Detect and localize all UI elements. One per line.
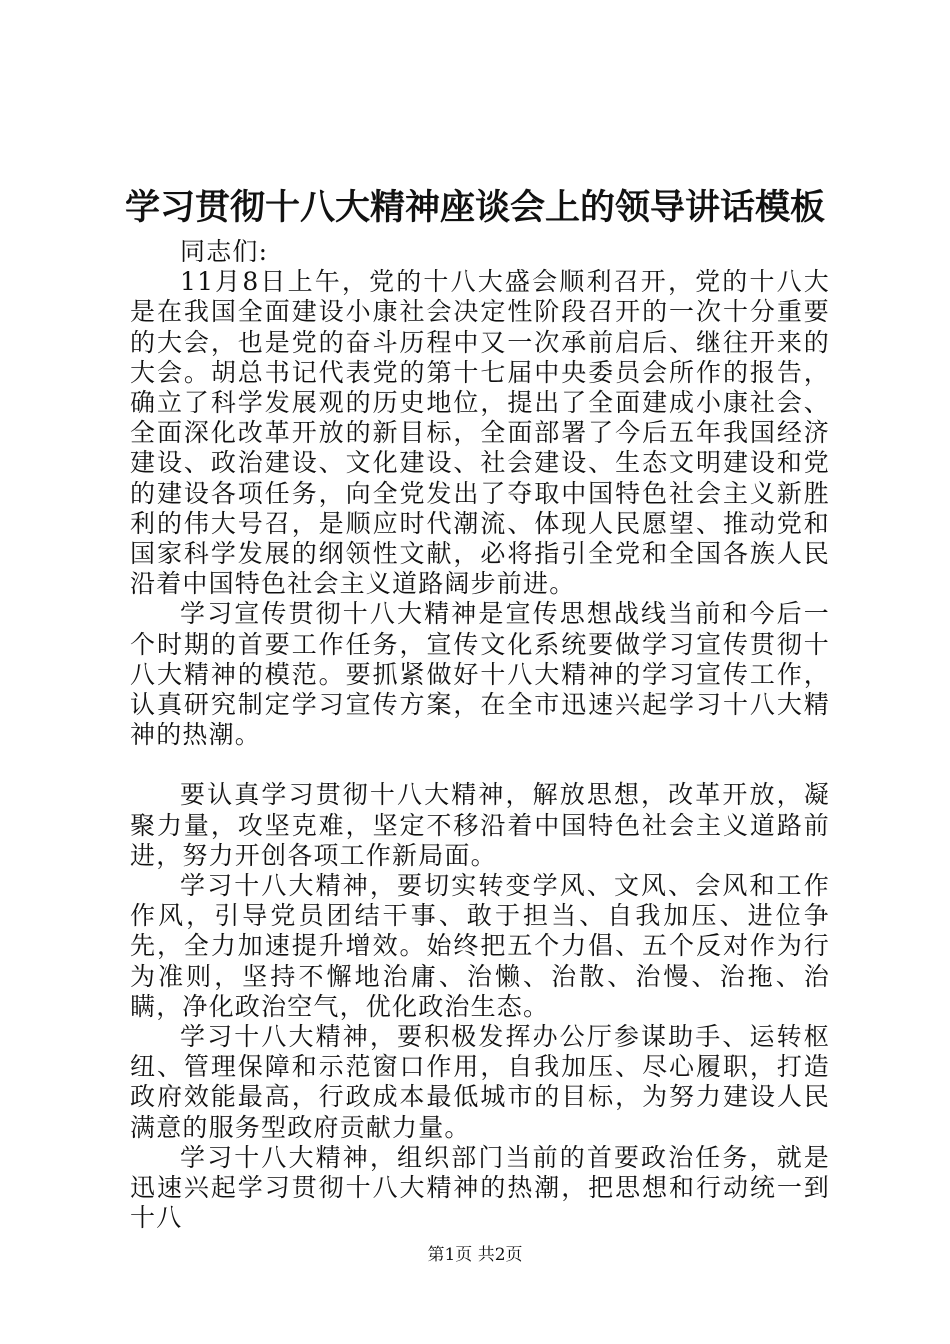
- paragraph-4: 学习十八大精神，要切实转变学风、文风、会风和工作作风，引导党员团结干事、敢于担当、自我加压、进位争先，全力加速提升增效。始终把五个力倡、五个反对作为行为准则，坚持不懈地治庸、治懒、治散、治慢、治拖、治瞒，净化政治空气，优化政治生态。: [130, 871, 830, 1021]
- paragraph-5: 学习十八大精神，要积极发挥办公厅参谋助手、运转枢纽、管理保障和示范窗口作用，自我加压、尽心履职，打造政府效能最高，行政成本最低城市的目标，为努力建设人民满意的服务型政府贡献力量。: [130, 1022, 830, 1142]
- paragraph-3: 要认真学习贯彻十八大精神，解放思想，改革开放，凝聚力量，攻坚克难，坚定不移沿着中国特色社会主义道路前进，努力开创各项工作新局面。: [130, 780, 830, 870]
- paragraph-1: 11月8日上午，党的十八大盛会顺利召开，党的十八大是在我国全面建设小康社会决定性阶段召开的一次十分重要的大会，也是党的奋斗历程中又一次承前启后、继往开来的大会。胡总书记代表党的第十七届中央委员会所作的报告，确立了科学发展观的历史地位，提出了全面建成小康社会、全面深化改革开放的新目标，全面部署了今后五年我国经济建设、政治建设、文化建设、社会建设、生态文明建设和党的建设各项任务，向全党发出了夺取中国特色社会主义新胜利的伟大号召，是顺应时代潮流、体现人民愿望、推动党和国家科学发展的纲领性文献，必将指引全党和全国各族人民沿着中国特色社会主义道路阔步前进。: [130, 267, 830, 599]
- salutation: 同志们:: [180, 237, 269, 266]
- document-title: 学习贯彻十八大精神座谈会上的领导讲话模板: [124, 187, 825, 228]
- document-body: [130, 237, 830, 1234]
- page-number-footer: 第1页 共2页: [427, 1245, 523, 1265]
- paragraph-2: 学习宣传贯彻十八大精神是宣传思想战线当前和今后一个时期的首要工作任务，宣传文化系统要做学习宣传贯彻十八大精神的模范。要抓紧做好十八大精神的学习宣传工作，认真研究制定学习宣传方案，在全市迅速兴起学习十八大精神的热潮。: [130, 599, 830, 750]
- paragraph-6: 学习十八大精神，组织部门当前的首要政治任务，就是迅速兴起学习贯彻十八大精神的热潮，把思想和行动统一到十八: [130, 1142, 830, 1233]
- paragraph-gap: [130, 750, 830, 780]
